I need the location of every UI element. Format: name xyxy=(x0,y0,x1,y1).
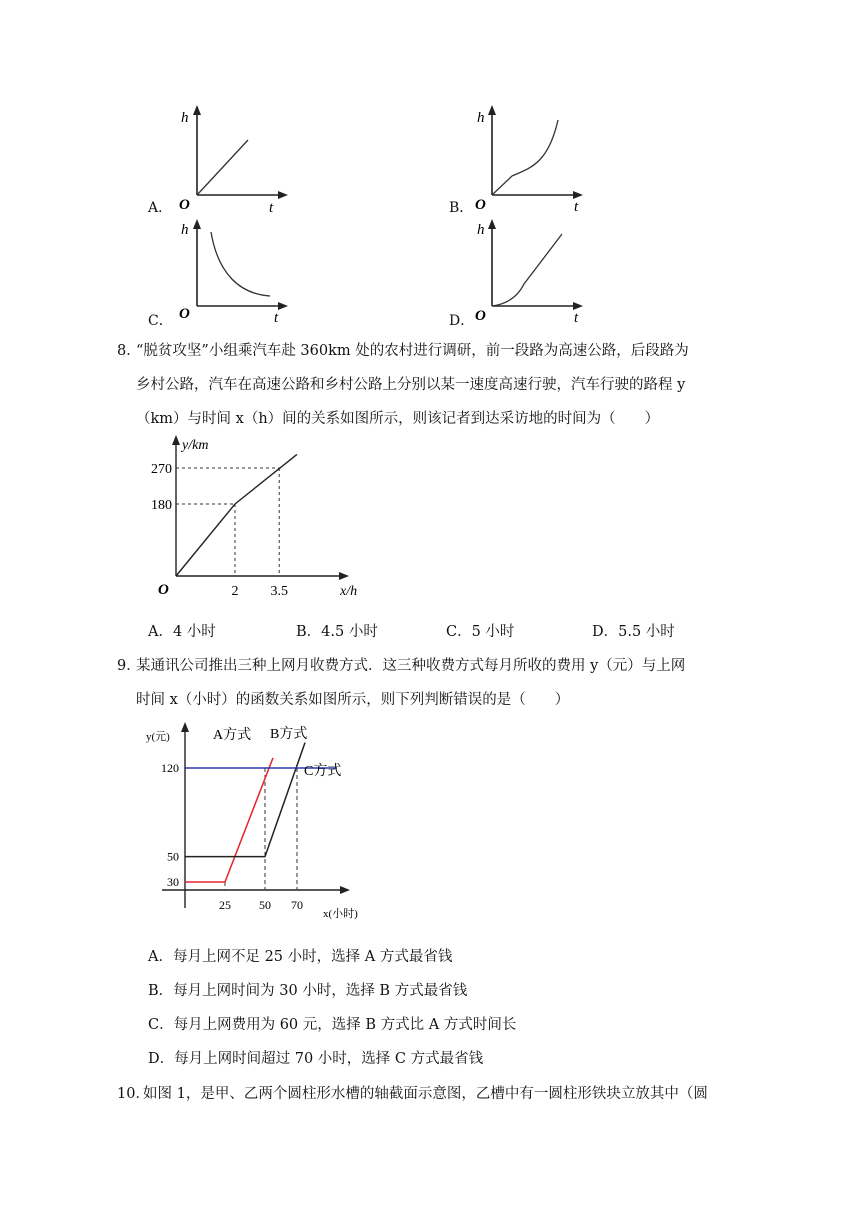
x-tick-label-2: 2 xyxy=(231,584,239,599)
y-axis-label: h xyxy=(477,110,485,126)
q9-chart xyxy=(140,718,380,928)
x-axis-arrow xyxy=(278,302,288,310)
x-axis-label: t xyxy=(274,310,279,326)
q9-option-d[interactable]: D．每月上网时间超过 70 小时，选择 C 方式最省钱 xyxy=(148,1051,484,1067)
y-axis-label: y(元) xyxy=(146,731,170,743)
series-label-c: C方式 xyxy=(304,764,342,779)
y-axis-arrow xyxy=(193,219,201,229)
q7-option-a-label[interactable]: A． xyxy=(148,200,173,216)
series-line-b xyxy=(185,743,305,857)
x-tick-label-50: 50 xyxy=(259,898,271,912)
q8-text-line3: （km）与时间 x（h）间的关系如图所示，则该记者到达采访地的时间为（ ） xyxy=(136,411,660,427)
q8-number: 8． xyxy=(117,343,141,359)
series-line-a xyxy=(185,758,273,882)
x-axis-arrow xyxy=(278,191,288,199)
q8-text-line2: 乡村公路，汽车在高速公路和乡村公路上分别以某一速度高速行驶，汽车行驶的路程 y xyxy=(136,377,686,393)
q10-number: 10． xyxy=(117,1086,150,1102)
q8-option-d[interactable]: D．5.5 小时 xyxy=(592,624,675,640)
series-line-1 xyxy=(235,454,297,504)
series-label-b: B方式 xyxy=(270,727,308,742)
q8-chart xyxy=(140,432,380,604)
x-axis-label: t xyxy=(269,200,274,215)
x-axis-label: x/h xyxy=(340,584,358,599)
y-axis-arrow xyxy=(488,105,496,115)
q9-option-b[interactable]: B．每月上网时间为 30 小时，选择 B 方式最省钱 xyxy=(148,983,468,999)
q7-option-c-label[interactable]: C． xyxy=(148,313,173,329)
curve-b xyxy=(492,120,558,195)
curve-d xyxy=(492,234,562,306)
q8-option-b[interactable]: B．4.5 小时 xyxy=(296,624,378,640)
q8-text-line1: “脱贫攻坚”小组乘汽车赴 360km 处的农村进行调研，前一段路为高速公路，后段路为 xyxy=(136,343,689,359)
x-axis-arrow xyxy=(340,886,350,894)
q9-text-line2: 时间 x（小时）的函数关系如图所示，则下列判断错误的是（ ） xyxy=(136,692,570,708)
x-axis-label: t xyxy=(574,199,579,215)
curve-a xyxy=(197,140,248,195)
curve-c xyxy=(211,232,270,296)
x-tick-label-3.5: 3.5 xyxy=(270,584,288,599)
x-axis-arrow xyxy=(573,191,583,199)
series-label-a: A方式 xyxy=(213,728,252,743)
q8-option-a[interactable]: A．4 小时 xyxy=(148,624,216,640)
y-tick-label-50: 50 xyxy=(167,849,179,864)
q7-option-d-label[interactable]: D． xyxy=(449,313,475,329)
origin-label: O xyxy=(475,308,486,324)
q7-graph-c xyxy=(170,214,290,326)
origin-label: O xyxy=(158,582,169,598)
q9-text-line1: 某通讯公司推出三种上网月收费方式．这三种收费方式每月所收的费用 y（元）与上网 xyxy=(136,658,686,674)
x-axis-arrow xyxy=(573,302,583,310)
q7-graph-a xyxy=(170,100,290,215)
q9-option-c[interactable]: C．每月上网费用为 60 元，选择 B 方式比 A 方式时间长 xyxy=(148,1017,517,1033)
y-axis-label: h xyxy=(181,110,189,126)
y-tick-label-270: 270 xyxy=(151,462,172,477)
q9-option-a[interactable]: A．每月上网不足 25 小时，选择 A 方式最省钱 xyxy=(148,949,453,965)
x-tick-label-25: 25 xyxy=(219,898,231,912)
q7-option-b-label[interactable]: B． xyxy=(449,200,474,216)
x-axis-label: x(小时) xyxy=(323,908,358,920)
y-axis-label: h xyxy=(181,222,189,238)
y-axis-arrow xyxy=(193,105,201,115)
series-line-0 xyxy=(176,504,235,576)
origin-label: O xyxy=(475,197,486,213)
q9-number: 9． xyxy=(117,658,141,674)
y-tick-label-30: 30 xyxy=(167,875,179,889)
q7-graph-d xyxy=(470,212,590,326)
y-axis-arrow xyxy=(172,435,180,445)
origin-label: O xyxy=(179,306,190,322)
x-tick-label-70: 70 xyxy=(291,898,303,912)
origin-label: O xyxy=(179,197,190,213)
y-axis-arrow xyxy=(181,722,189,732)
x-axis-arrow xyxy=(339,572,349,580)
y-tick-label-180: 180 xyxy=(151,498,172,513)
q7-graph-b xyxy=(470,98,590,215)
y-axis-arrow xyxy=(488,219,496,229)
q8-option-c[interactable]: C．5 小时 xyxy=(446,624,515,640)
y-axis-label: h xyxy=(477,222,485,238)
x-axis-label: t xyxy=(574,310,579,326)
q10-text-line1: 如图 1，是甲、乙两个圆柱形水槽的轴截面示意图，乙槽中有一圆柱形铁块立放其中（圆 xyxy=(143,1086,708,1102)
y-tick-label-120: 120 xyxy=(161,761,179,775)
y-axis-label: y/km xyxy=(182,438,209,453)
